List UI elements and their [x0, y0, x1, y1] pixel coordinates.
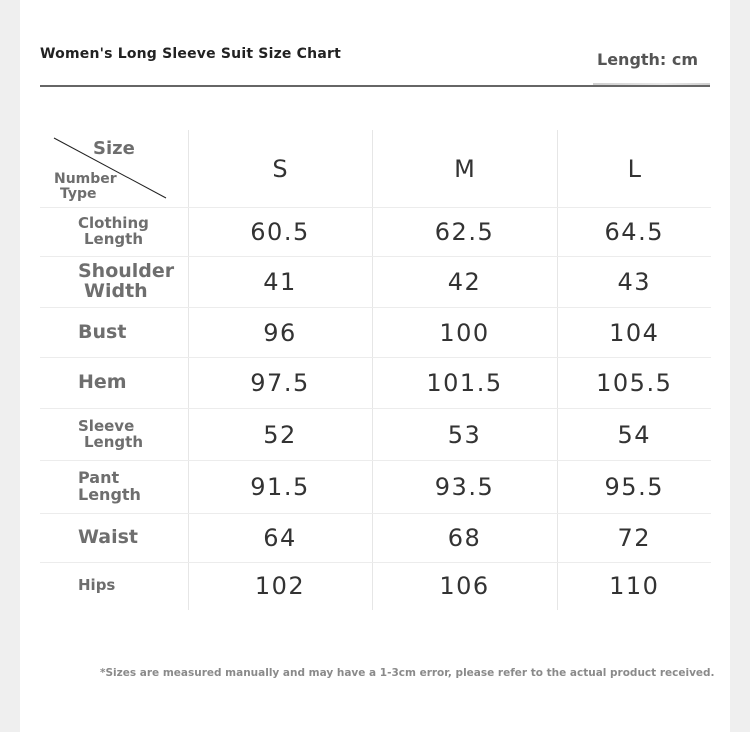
- measurement-value: 52: [188, 409, 372, 461]
- header-divider: [40, 85, 710, 87]
- measurement-value: 96: [188, 308, 372, 358]
- measurement-value: 102: [188, 563, 372, 610]
- corner-type-line2: Type: [60, 185, 97, 202]
- measurement-value: 42: [372, 257, 557, 308]
- table-row: [40, 308, 711, 358]
- measurement-value: 60.5: [188, 208, 372, 257]
- corner-type-label: [54, 172, 117, 201]
- table-row: [40, 409, 711, 461]
- measurement-value: 68: [372, 514, 557, 563]
- unit-label: Length: cm: [597, 50, 699, 69]
- measurement-label-line: Clothing: [78, 214, 149, 233]
- size-header-l: L: [557, 130, 711, 208]
- measurement-value: 105.5: [557, 358, 711, 409]
- corner-size-label: Size: [93, 138, 135, 159]
- measurement-label-line: Waist: [78, 526, 139, 549]
- measurement-label-line: Length: [84, 432, 143, 451]
- measurement-label: [40, 257, 188, 308]
- measurement-value: 41: [188, 257, 372, 308]
- measurement-label: [40, 461, 188, 514]
- measurement-label-line: Sleeve: [78, 416, 135, 435]
- measurement-value: 93.5: [372, 461, 557, 514]
- table-row: [40, 358, 711, 409]
- size-chart-page: [20, 0, 730, 732]
- corner-type-line1: Number: [54, 171, 117, 187]
- measurement-label-line: Bust: [78, 320, 127, 343]
- measurement-label: [40, 308, 188, 358]
- measurement-value: 54: [557, 409, 711, 461]
- size-header-m: M: [372, 130, 557, 208]
- measurement-value: 72: [557, 514, 711, 563]
- measurement-value: 64: [188, 514, 372, 563]
- measurement-label: [40, 514, 188, 563]
- measurement-label-line: Hem: [78, 371, 127, 394]
- table-header-row: [40, 130, 711, 208]
- measurement-value: 64.5: [557, 208, 711, 257]
- table-row: [40, 563, 711, 610]
- table-row: [40, 257, 711, 308]
- measurement-value: 43: [557, 257, 711, 308]
- size-header-s: S: [188, 130, 372, 208]
- measurement-label: [40, 409, 188, 461]
- measurement-value: 97.5: [188, 358, 372, 409]
- measurement-label-line: Shoulder: [78, 260, 175, 283]
- measurement-value: 106: [372, 563, 557, 610]
- measurement-value: 110: [557, 563, 711, 610]
- measurement-label: [40, 208, 188, 257]
- measurement-value: 62.5: [372, 208, 557, 257]
- table-row: [40, 514, 711, 563]
- measurement-value: 91.5: [188, 461, 372, 514]
- measurement-label-line: Pant Length: [78, 468, 141, 504]
- measurement-label: [40, 358, 188, 409]
- measurement-value: 53: [372, 409, 557, 461]
- measurement-value: 101.5: [372, 358, 557, 409]
- measurement-value: 95.5: [557, 461, 711, 514]
- measurement-label-line: Width: [84, 280, 148, 302]
- chart-title: Women's Long Sleeve Suit Size Chart: [40, 46, 341, 62]
- size-table: [40, 130, 711, 610]
- measurement-value: 104: [557, 308, 711, 358]
- measurement-label-line: Hips: [78, 576, 116, 595]
- measurement-label: [40, 563, 188, 610]
- table-row: [40, 208, 711, 257]
- footnote: *Sizes are measured manually and may have a 1-3cm error, please refer to the actual product received.: [100, 667, 715, 679]
- measurement-value: 100: [372, 308, 557, 358]
- measurement-label-line: Length: [84, 230, 143, 248]
- corner-cell: [40, 130, 188, 208]
- table-row: [40, 461, 711, 514]
